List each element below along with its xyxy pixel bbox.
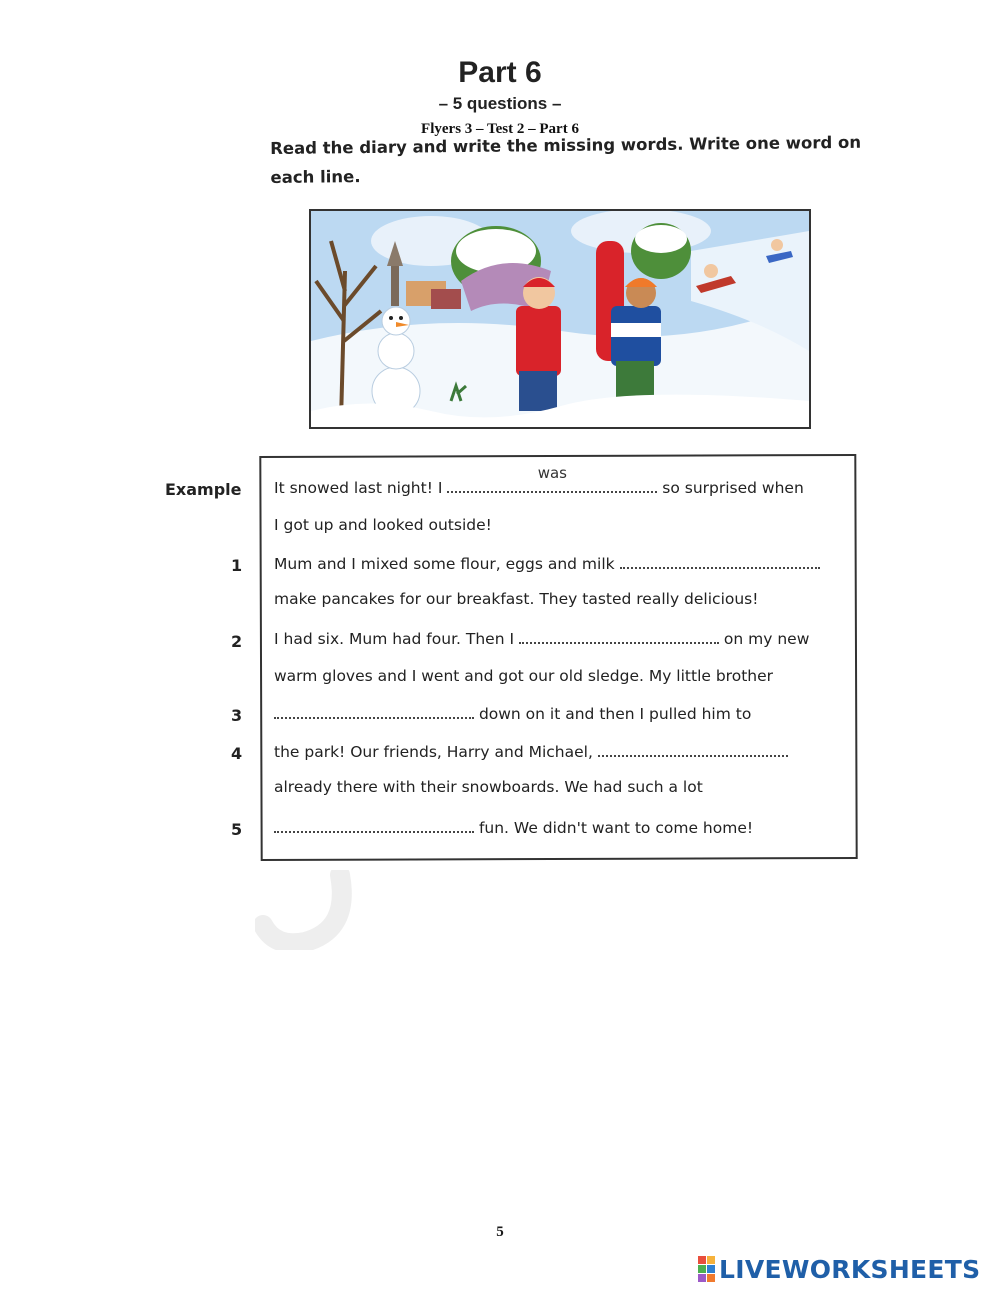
snow-scene-illustration [309, 209, 811, 429]
example-answer: was [537, 464, 567, 482]
question-2-answer-field[interactable] [519, 628, 719, 644]
example-answer-field [447, 464, 657, 493]
page-number: 5 [496, 1224, 504, 1240]
question-4-answer-field[interactable] [598, 741, 788, 757]
diary-line-question-5 [274, 817, 753, 837]
question-4-number: 4 [231, 744, 243, 763]
liveworksheets-logo-icon [698, 1256, 715, 1282]
question-5-number: 5 [231, 820, 243, 839]
diary-line-question-4 [274, 741, 788, 761]
diary-line-example [274, 464, 804, 497]
diary-line-continuation: I got up and looked outside! [274, 516, 492, 534]
page-subtitle: – 5 questions – [438, 94, 562, 113]
question-5-answer-field[interactable] [274, 817, 474, 833]
test-reference: Flyers 3 – Test 2 – Part 6 [421, 121, 579, 137]
brand-name: LIVEWORKSHEETS [719, 1254, 981, 1284]
example-text-before: It snowed last night! I [274, 479, 443, 497]
question-5-text-after: fun. We didn't want to come home! [478, 819, 754, 837]
page-title: Part 6 [458, 56, 542, 89]
example-text-after: so surprised when [662, 479, 804, 497]
question-1-text-before: Mum and I mixed some flour, eggs and milk [274, 555, 615, 573]
diary-line-question-2 [274, 628, 809, 648]
instructions-text: Read the diary and write the missing words. Write one word on each line. [270, 132, 862, 187]
example-label: Example [165, 480, 242, 499]
diary-line-question-1 [274, 553, 820, 573]
diary-line-question-3 [274, 703, 751, 723]
question-4-text-before: the park! Our friends, Harry and Michael, [274, 743, 593, 761]
diary-line-continuation: warm gloves and I went and got our old sledge. My little brother [274, 667, 774, 685]
question-1-answer-field[interactable] [620, 553, 820, 569]
question-2-text-after: on my new [723, 630, 810, 648]
question-3-number: 3 [231, 706, 243, 725]
question-3-text-after: down on it and then I pulled him to [478, 705, 752, 723]
question-1-number: 1 [231, 556, 243, 575]
question-2-number: 2 [231, 632, 243, 651]
question-3-answer-field[interactable] [274, 703, 474, 719]
watermark-mark [255, 870, 355, 950]
diary-line-continuation: make pancakes for our breakfast. They tasted really delicious! [274, 590, 759, 608]
question-2-text-before: I had six. Mum had four. Then I [274, 630, 515, 648]
diary-line-continuation: already there with their snowboards. We had such a lot [274, 778, 703, 796]
liveworksheets-brand[interactable] [698, 1254, 980, 1284]
